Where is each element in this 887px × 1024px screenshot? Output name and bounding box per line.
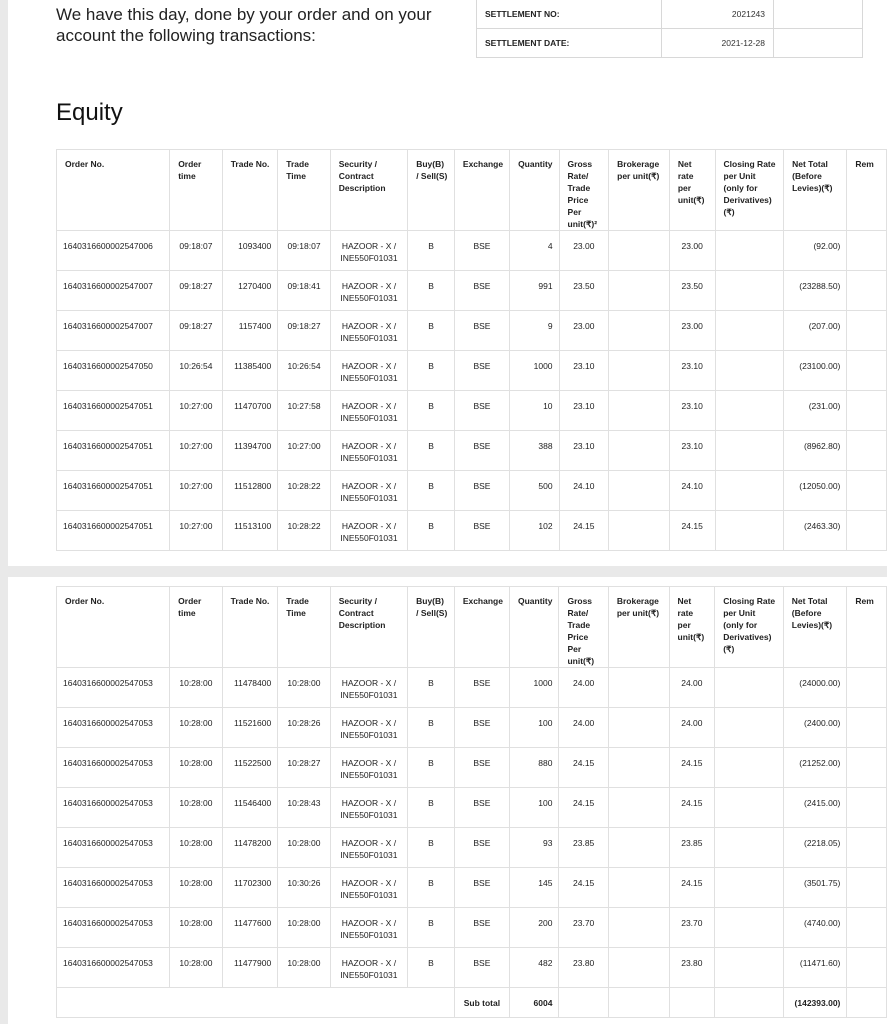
cell-closing-rate: [715, 948, 784, 988]
column-header-exchange: Exchange: [454, 587, 509, 668]
cell-remarks: [847, 748, 887, 788]
cell-gross-rate: 23.00: [559, 231, 609, 271]
cell-trade-time: 10:28:43: [278, 788, 330, 828]
subtotal-empty-cell: [608, 988, 669, 1018]
column-header-order-time: Order time: [170, 587, 222, 668]
cell-trade-time: 10:28:22: [278, 471, 331, 511]
cell-quantity: 1000: [509, 668, 558, 708]
cell-trade-time: 10:26:54: [278, 351, 331, 391]
column-header-closing-rate: Closing Rate per Unit (only for Derivatives) (₹): [715, 587, 784, 668]
table-row: [57, 431, 887, 471]
column-header-remarks: Rem: [847, 587, 887, 668]
cell-exchange: BSE: [454, 231, 509, 271]
cell-order-time: 10:26:54: [170, 351, 223, 391]
cell-net-total: (23100.00): [784, 351, 847, 391]
cell-trade-no: 11470700: [222, 391, 278, 431]
table-row: [57, 748, 887, 788]
cell-closing-rate: [715, 271, 784, 311]
cell-exchange: BSE: [454, 471, 509, 511]
cell-remarks: [847, 668, 887, 708]
cell-trade-no: 11385400: [222, 351, 278, 391]
cell-gross-rate: 23.85: [559, 828, 608, 868]
cell-trade-no: 11513100: [222, 511, 278, 551]
cell-trade-no: 11478200: [222, 828, 278, 868]
cell-trade-time: 10:27:00: [278, 431, 331, 471]
cell-order-no: 1640316600002547007: [57, 271, 170, 311]
cell-order-no: 1640316600002547007: [57, 311, 170, 351]
cell-order-no: 1640316600002547053: [57, 828, 170, 868]
settlement-empty-cell: [774, 29, 863, 58]
cell-net-total: (21252.00): [783, 748, 847, 788]
cell-gross-rate: 24.10: [559, 471, 609, 511]
cell-gross-rate: 23.80: [559, 948, 608, 988]
cell-buy-sell: B: [408, 868, 455, 908]
cell-exchange: BSE: [454, 271, 509, 311]
cell-trade-no: 11702300: [222, 868, 278, 908]
cell-brokerage: [608, 668, 669, 708]
cell-trade-time: 09:18:27: [278, 311, 331, 351]
cell-net-rate: 23.85: [669, 828, 715, 868]
cell-closing-rate: [715, 908, 784, 948]
cell-remarks: [847, 788, 887, 828]
cell-buy-sell: B: [408, 311, 455, 351]
cell-security: HAZOOR - X / INE550F01031: [330, 351, 407, 391]
subtotal-spacer: [57, 988, 455, 1018]
cell-order-time: 10:28:00: [170, 788, 222, 828]
cell-quantity: 1000: [510, 351, 559, 391]
cell-net-rate: 23.00: [669, 311, 715, 351]
cell-exchange: BSE: [454, 311, 509, 351]
cell-trade-no: 11478400: [222, 668, 278, 708]
cell-quantity: 100: [509, 708, 558, 748]
cell-closing-rate: [715, 311, 784, 351]
cell-order-no: 1640316600002547053: [57, 748, 170, 788]
cell-buy-sell: B: [408, 828, 455, 868]
column-header-trade-time: Trade Time: [278, 150, 331, 231]
cell-brokerage: [609, 391, 670, 431]
cell-net-total: (2415.00): [783, 788, 847, 828]
cell-order-time: 09:18:27: [170, 311, 223, 351]
cell-order-no: 1640316600002547050: [57, 351, 170, 391]
cell-brokerage: [609, 351, 670, 391]
cell-order-time: 10:28:00: [170, 868, 222, 908]
cell-trade-no: 11477900: [222, 948, 278, 988]
cell-closing-rate: [715, 748, 784, 788]
cell-security: HAZOOR - X / INE550F01031: [330, 231, 407, 271]
cell-quantity: 200: [509, 908, 558, 948]
cell-net-total: (11471.60): [783, 948, 847, 988]
cell-net-total: (24000.00): [783, 668, 847, 708]
cell-remarks: [847, 908, 887, 948]
cell-net-rate: 24.15: [669, 748, 715, 788]
cell-exchange: BSE: [454, 948, 509, 988]
cell-buy-sell: B: [408, 271, 455, 311]
cell-net-total: (207.00): [784, 311, 847, 351]
cell-order-time: 09:18:07: [170, 231, 223, 271]
cell-quantity: 388: [510, 431, 559, 471]
cell-order-time: 10:28:00: [170, 828, 222, 868]
subtotal-row: [57, 988, 887, 1018]
cell-gross-rate: 23.10: [559, 391, 609, 431]
cell-gross-rate: 23.10: [559, 351, 609, 391]
column-header-gross-rate: Gross Rate/ Trade Price Per unit(₹): [559, 587, 608, 668]
cell-gross-rate: 24.15: [559, 748, 608, 788]
cell-buy-sell: B: [408, 708, 455, 748]
column-header-trade-no: Trade No.: [222, 150, 278, 231]
settlement-date-label: SETTLEMENT DATE:: [477, 29, 662, 58]
cell-remarks: [847, 231, 887, 271]
cell-buy-sell: B: [408, 231, 455, 271]
cell-security: HAZOOR - X / INE550F01031: [330, 668, 407, 708]
cell-order-time: 10:27:00: [170, 471, 223, 511]
cell-brokerage: [609, 311, 670, 351]
cell-security: HAZOOR - X / INE550F01031: [330, 948, 407, 988]
cell-net-total: (2218.05): [783, 828, 847, 868]
cell-security: HAZOOR - X / INE550F01031: [330, 828, 407, 868]
cell-order-no: 1640316600002547053: [57, 908, 170, 948]
column-header-security: Security / Contract Description: [330, 587, 407, 668]
cell-quantity: 482: [509, 948, 558, 988]
settlement-table: [476, 0, 863, 58]
column-header-order-time: Order time: [170, 150, 223, 231]
cell-quantity: 10: [510, 391, 559, 431]
cell-net-rate: 23.00: [669, 231, 715, 271]
column-header-order-no: Order No.: [57, 587, 170, 668]
cell-net-rate: 24.15: [669, 868, 715, 908]
cell-order-no: 1640316600002547053: [57, 708, 170, 748]
cell-brokerage: [608, 708, 669, 748]
table-row: [57, 471, 887, 511]
cell-net-rate: 24.00: [669, 708, 715, 748]
cell-brokerage: [608, 868, 669, 908]
cell-trade-no: 1270400: [222, 271, 278, 311]
equity-trades-table-continued: [56, 586, 887, 1018]
header-row: [57, 587, 887, 668]
column-header-net-total: Net Total (Before Levies)(₹): [784, 150, 847, 231]
cell-exchange: BSE: [454, 351, 509, 391]
subtotal-label: Sub total: [454, 988, 509, 1018]
cell-remarks: [847, 828, 887, 868]
cell-trade-time: 10:28:26: [278, 708, 330, 748]
cell-exchange: BSE: [454, 748, 509, 788]
cell-order-time: 10:28:00: [170, 908, 222, 948]
cell-net-rate: 24.15: [669, 511, 715, 551]
cell-closing-rate: [715, 511, 784, 551]
cell-brokerage: [609, 471, 670, 511]
equity-trades-table: [56, 149, 887, 551]
column-header-order-no: Order No.: [57, 150, 170, 231]
cell-order-no: 1640316600002547051: [57, 391, 170, 431]
settlement-no-value: 2021243: [662, 0, 774, 29]
section-title-equity: Equity: [56, 99, 123, 126]
cell-trade-no: 11512800: [222, 471, 278, 511]
cell-quantity: 991: [510, 271, 559, 311]
column-header-brokerage: Brokerage per unit(₹): [608, 587, 669, 668]
cell-closing-rate: [715, 431, 784, 471]
cell-order-time: 10:27:00: [170, 511, 223, 551]
column-header-quantity: Quantity: [509, 587, 558, 668]
cell-quantity: 102: [510, 511, 559, 551]
cell-remarks: [847, 271, 887, 311]
cell-security: HAZOOR - X / INE550F01031: [330, 271, 407, 311]
table-row: [57, 311, 887, 351]
cell-order-no: 1640316600002547053: [57, 788, 170, 828]
cell-quantity: 93: [509, 828, 558, 868]
cell-exchange: BSE: [454, 708, 509, 748]
cell-net-total: (3501.75): [783, 868, 847, 908]
column-header-trade-no: Trade No.: [222, 587, 278, 668]
cell-order-no: 1640316600002547051: [57, 511, 170, 551]
cell-buy-sell: B: [408, 471, 455, 511]
cell-net-rate: 23.70: [669, 908, 715, 948]
cell-trade-time: 10:28:00: [278, 948, 330, 988]
subtotal-empty-cell: [847, 988, 887, 1018]
cell-security: HAZOOR - X / INE550F01031: [330, 391, 407, 431]
cell-trade-no: 11546400: [222, 788, 278, 828]
table-row: [57, 271, 887, 311]
cell-exchange: BSE: [454, 828, 509, 868]
cell-gross-rate: 24.15: [559, 788, 608, 828]
cell-gross-rate: 23.50: [559, 271, 609, 311]
table-row: [57, 391, 887, 431]
table-row: [57, 231, 887, 271]
cell-remarks: [847, 351, 887, 391]
column-header-trade-time: Trade Time: [278, 587, 330, 668]
table-row: [57, 948, 887, 988]
statement-page-2: [8, 577, 887, 1024]
cell-exchange: BSE: [454, 511, 509, 551]
cell-security: HAZOOR - X / INE550F01031: [330, 311, 407, 351]
cell-closing-rate: [715, 351, 784, 391]
cell-net-total: (12050.00): [784, 471, 847, 511]
cell-closing-rate: [715, 391, 784, 431]
cell-quantity: 4: [510, 231, 559, 271]
cell-order-time: 10:28:00: [170, 668, 222, 708]
cell-remarks: [847, 431, 887, 471]
table-row: [57, 511, 887, 551]
cell-buy-sell: B: [408, 431, 455, 471]
settlement-empty-cell: [774, 0, 863, 29]
cell-gross-rate: 24.00: [559, 708, 608, 748]
cell-security: HAZOOR - X / INE550F01031: [330, 868, 407, 908]
cell-trade-time: 10:28:22: [278, 511, 331, 551]
cell-remarks: [847, 391, 887, 431]
settlement-date-value: 2021-12-28: [662, 29, 774, 58]
cell-closing-rate: [715, 471, 784, 511]
cell-remarks: [847, 868, 887, 908]
cell-remarks: [847, 311, 887, 351]
cell-order-no: 1640316600002547051: [57, 431, 170, 471]
cell-buy-sell: B: [408, 391, 455, 431]
cell-order-time: 10:28:00: [170, 748, 222, 788]
cell-closing-rate: [715, 668, 784, 708]
cell-net-rate: 24.15: [669, 788, 715, 828]
cell-buy-sell: B: [408, 908, 455, 948]
cell-brokerage: [609, 511, 670, 551]
cell-trade-time: 10:28:00: [278, 668, 330, 708]
cell-quantity: 500: [510, 471, 559, 511]
cell-exchange: BSE: [454, 868, 509, 908]
cell-net-rate: 23.10: [669, 391, 715, 431]
cell-net-rate: 23.80: [669, 948, 715, 988]
cell-buy-sell: B: [408, 748, 455, 788]
column-header-net-rate: Net rate per unit(₹): [669, 150, 715, 231]
cell-quantity: 100: [509, 788, 558, 828]
cell-gross-rate: 23.00: [559, 311, 609, 351]
cell-net-rate: 23.10: [669, 351, 715, 391]
cell-brokerage: [609, 271, 670, 311]
cell-quantity: 145: [509, 868, 558, 908]
cell-trade-time: 10:30:26: [278, 868, 330, 908]
cell-exchange: BSE: [454, 788, 509, 828]
subtotal-quantity: 6004: [509, 988, 558, 1018]
cell-net-rate: 23.50: [669, 271, 715, 311]
cell-net-total: (4740.00): [783, 908, 847, 948]
cell-gross-rate: 24.00: [559, 668, 608, 708]
cell-security: HAZOOR - X / INE550F01031: [330, 908, 407, 948]
table-row: [57, 788, 887, 828]
table-row: [57, 351, 887, 391]
cell-brokerage: [608, 748, 669, 788]
cell-security: HAZOOR - X / INE550F01031: [330, 431, 407, 471]
cell-exchange: BSE: [454, 391, 509, 431]
cell-net-total: (2400.00): [783, 708, 847, 748]
cell-brokerage: [608, 908, 669, 948]
cell-net-total: (92.00): [784, 231, 847, 271]
cell-brokerage: [609, 231, 670, 271]
cell-net-rate: 23.10: [669, 431, 715, 471]
cell-order-no: 1640316600002547053: [57, 868, 170, 908]
column-header-quantity: Quantity: [510, 150, 559, 231]
cell-buy-sell: B: [408, 351, 455, 391]
table-row: [57, 668, 887, 708]
cell-security: HAZOOR - X / INE550F01031: [330, 511, 407, 551]
table-row: [57, 868, 887, 908]
column-header-buy-sell: Buy(B) / Sell(S): [408, 150, 455, 231]
cell-order-time: 10:28:00: [170, 948, 222, 988]
cell-order-no: 1640316600002547006: [57, 231, 170, 271]
cell-net-rate: 24.00: [669, 668, 715, 708]
cell-trade-no: 11522500: [222, 748, 278, 788]
cell-closing-rate: [715, 708, 784, 748]
cell-trade-time: 10:28:00: [278, 828, 330, 868]
cell-net-rate: 24.10: [669, 471, 715, 511]
cell-net-total: (2463.30): [784, 511, 847, 551]
cell-gross-rate: 23.70: [559, 908, 608, 948]
column-header-net-total: Net Total (Before Levies)(₹): [783, 587, 847, 668]
cell-closing-rate: [715, 828, 784, 868]
column-header-remarks: Rem: [847, 150, 887, 231]
cell-trade-no: 11521600: [222, 708, 278, 748]
cell-security: HAZOOR - X / INE550F01031: [330, 748, 407, 788]
subtotal-empty-cell: [559, 988, 608, 1018]
cell-order-no: 1640316600002547053: [57, 668, 170, 708]
intro-text: We have this day, done by your order and on your account the following transactions:: [56, 5, 432, 45]
table-row: [57, 828, 887, 868]
column-header-brokerage: Brokerage per unit(₹): [609, 150, 670, 231]
cell-trade-time: 10:27:58: [278, 391, 331, 431]
cell-security: HAZOOR - X / INE550F01031: [330, 708, 407, 748]
cell-exchange: BSE: [454, 668, 509, 708]
cell-trade-no: 1157400: [222, 311, 278, 351]
subtotal-empty-cell: [715, 988, 784, 1018]
cell-exchange: BSE: [454, 908, 509, 948]
cell-buy-sell: B: [408, 668, 455, 708]
cell-brokerage: [609, 431, 670, 471]
cell-trade-time: 09:18:41: [278, 271, 331, 311]
column-header-exchange: Exchange: [454, 150, 509, 231]
subtotal-net-total: (142393.00): [783, 988, 847, 1018]
cell-closing-rate: [715, 231, 784, 271]
header-row: [57, 150, 887, 231]
cell-brokerage: [608, 948, 669, 988]
column-header-closing-rate: Closing Rate per Unit (only for Derivatives) (₹): [715, 150, 784, 231]
cell-quantity: 9: [510, 311, 559, 351]
cell-trade-time: 09:18:07: [278, 231, 331, 271]
cell-security: HAZOOR - X / INE550F01031: [330, 471, 407, 511]
cell-security: HAZOOR - X / INE550F01031: [330, 788, 407, 828]
cell-buy-sell: B: [408, 788, 455, 828]
cell-order-time: 10:27:00: [170, 391, 223, 431]
cell-order-time: 10:27:00: [170, 431, 223, 471]
settlement-no-label: SETTLEMENT NO:: [477, 0, 662, 29]
cell-order-no: 1640316600002547053: [57, 948, 170, 988]
cell-net-total: (231.00): [784, 391, 847, 431]
cell-remarks: [847, 471, 887, 511]
column-header-gross-rate: Gross Rate/ Trade Price Per unit(₹)²: [559, 150, 609, 231]
table-row: [57, 908, 887, 948]
cell-quantity: 880: [509, 748, 558, 788]
cell-order-no: 1640316600002547051: [57, 471, 170, 511]
cell-remarks: [847, 708, 887, 748]
cell-remarks: [847, 511, 887, 551]
table-row: [57, 708, 887, 748]
cell-remarks: [847, 948, 887, 988]
cell-trade-time: 10:28:00: [278, 908, 330, 948]
cell-order-time: 09:18:27: [170, 271, 223, 311]
column-header-buy-sell: Buy(B) / Sell(S): [408, 587, 455, 668]
cell-buy-sell: B: [408, 511, 455, 551]
cell-exchange: BSE: [454, 431, 509, 471]
cell-trade-time: 10:28:27: [278, 748, 330, 788]
cell-gross-rate: 23.10: [559, 431, 609, 471]
cell-closing-rate: [715, 788, 784, 828]
cell-buy-sell: B: [408, 948, 455, 988]
cell-net-total: (8962.80): [784, 431, 847, 471]
cell-order-time: 10:28:00: [170, 708, 222, 748]
cell-brokerage: [608, 788, 669, 828]
statement-page-1: [8, 0, 887, 566]
subtotal-empty-cell: [669, 988, 715, 1018]
cell-gross-rate: 24.15: [559, 511, 609, 551]
cell-net-total: (23288.50): [784, 271, 847, 311]
cell-trade-no: 11477600: [222, 908, 278, 948]
cell-brokerage: [608, 828, 669, 868]
column-header-net-rate: Net rate per unit(₹): [669, 587, 715, 668]
column-header-security: Security / Contract Description: [330, 150, 407, 231]
cell-trade-no: 1093400: [222, 231, 278, 271]
cell-trade-no: 11394700: [222, 431, 278, 471]
cell-closing-rate: [715, 868, 784, 908]
cell-gross-rate: 24.15: [559, 868, 608, 908]
